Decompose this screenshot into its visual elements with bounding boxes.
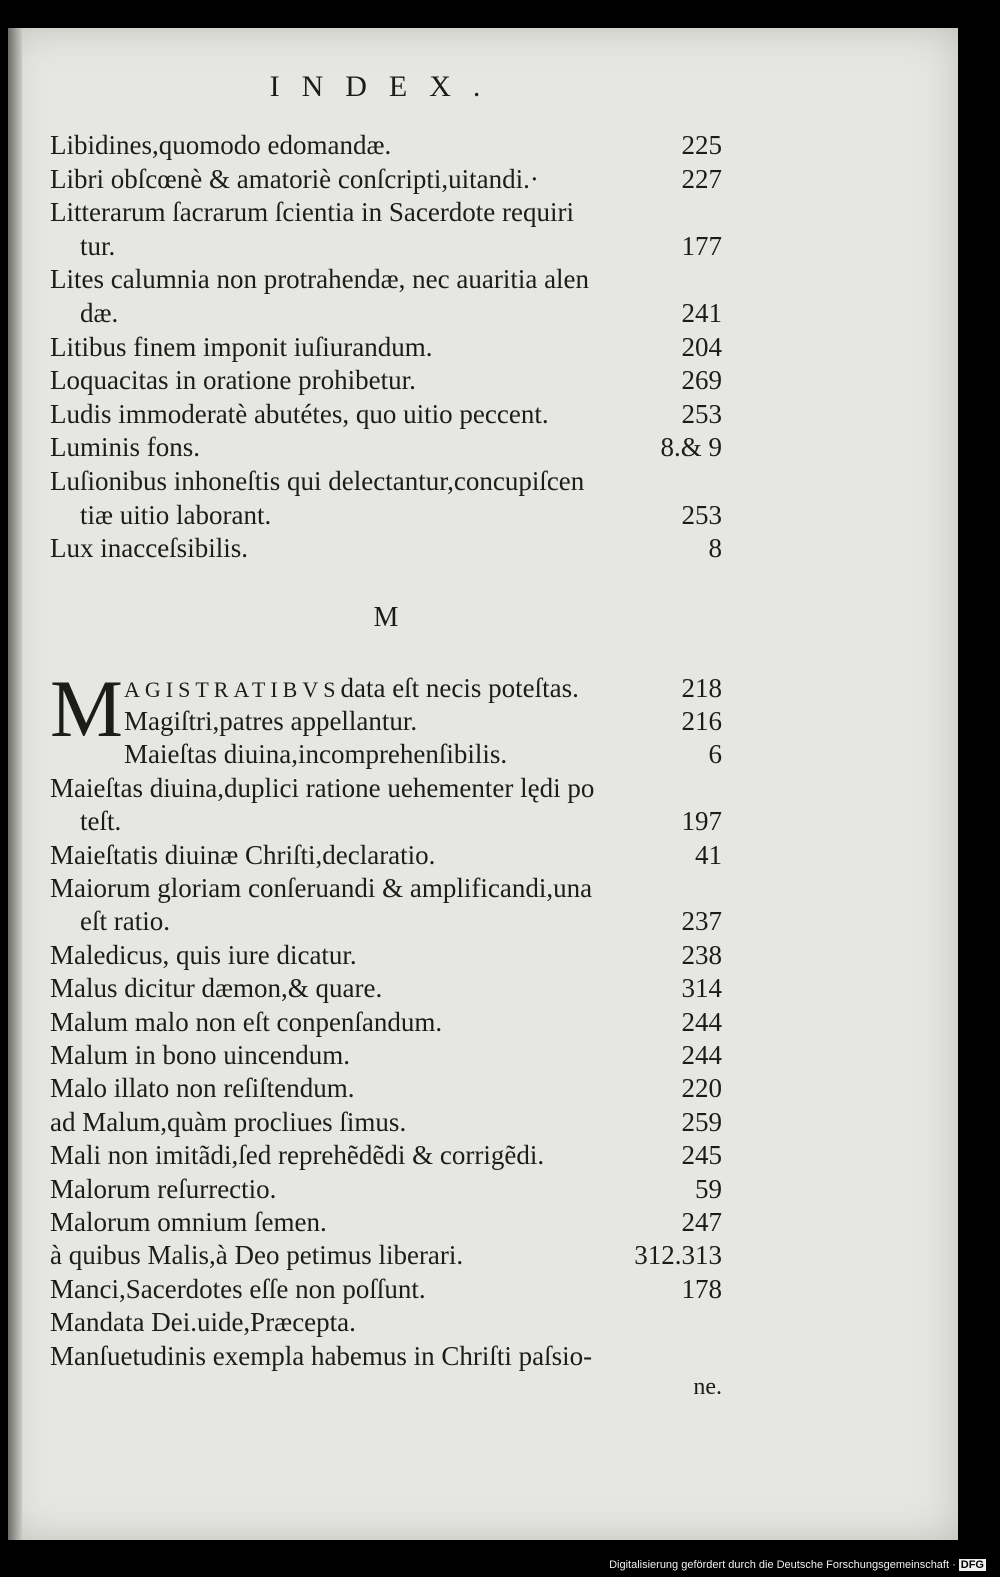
index-entry xyxy=(50,399,722,432)
index-entry xyxy=(124,706,722,739)
index-entry xyxy=(50,773,722,806)
entry-text: eſt ratio. xyxy=(80,906,170,937)
drop-cap: M xyxy=(50,663,123,754)
entry-text: Litterarum ſacrarum ſcientia in Sacerdote requiri xyxy=(50,197,575,228)
entry-text: Mandata Dei.uide,Præcepta. xyxy=(50,1307,356,1338)
entry-text: dæ. xyxy=(80,298,119,328)
running-header: INDEX. xyxy=(269,70,503,103)
entry-text: Luſionibus inhoneſtis qui delectantur,concupiſcen xyxy=(50,466,585,496)
page-ref: 225 xyxy=(681,130,722,160)
index-entry xyxy=(50,840,722,873)
page-ref: 178 xyxy=(681,1273,722,1304)
entry-text: Loquacitas in oratione prohibetur. xyxy=(50,365,416,396)
entry-text: Malus dicitur dæmon,& quare. xyxy=(50,973,383,1004)
page-ref: 41 xyxy=(695,839,722,870)
index-entry xyxy=(50,332,722,365)
page-ref: 6 xyxy=(708,739,722,770)
entry-text: Manſuetudinis exempla habemus in Chriſti paſsio- xyxy=(50,1340,593,1371)
index-entry xyxy=(50,533,722,566)
index-entry xyxy=(50,1307,722,1340)
page-ref: 216 xyxy=(681,706,722,736)
entry-text: à quibus Malis,à Deo petimus liberari. xyxy=(50,1240,464,1271)
index-entry xyxy=(50,1240,722,1273)
page-ref: 312.313 xyxy=(634,1240,722,1271)
entry-text: Malum in bono uincendum. xyxy=(50,1040,350,1070)
page-ref: 59 xyxy=(695,1173,722,1204)
page-ref: 253 xyxy=(681,398,722,429)
entry-text: Maieſtatis diuinæ Chriſti,declaratio. xyxy=(50,839,436,870)
index-entry xyxy=(50,1040,722,1073)
index-entry xyxy=(50,264,722,297)
page-ref: 197 xyxy=(681,806,722,837)
index-entry xyxy=(50,466,722,499)
page-ref: 8.& 9 xyxy=(660,432,722,463)
section-letter-m: M xyxy=(373,602,399,633)
entry-text: Ludis immoderatè abutétes, quo uitio peccent. xyxy=(50,398,549,429)
small-caps-run: AGISTRATIBVS xyxy=(124,677,341,702)
entry-text: Lites calumnia non protrahendæ, nec auaritia alen xyxy=(50,264,590,295)
entry-text: Malum malo non eſt conpenſandum. xyxy=(50,1006,443,1037)
page-ref: 177 xyxy=(681,230,722,261)
page-ref: 244 xyxy=(681,1006,722,1037)
page-ref: 237 xyxy=(681,906,722,937)
entry-text: Malorum reſurrectio. xyxy=(50,1173,277,1204)
entry-text: Litibus finem imponit iuſiurandum. xyxy=(50,331,433,362)
catchword: ne. xyxy=(693,1374,722,1400)
index-entry xyxy=(50,1107,722,1140)
index-entry xyxy=(50,1174,722,1207)
index-entry xyxy=(124,673,722,706)
index-entry xyxy=(50,130,722,163)
page-ref: 245 xyxy=(681,1140,722,1171)
page-ref: 259 xyxy=(681,1106,722,1137)
entry-text: tiæ uitio laborant. xyxy=(80,499,272,530)
entry-text: Luminis fons. xyxy=(50,432,201,463)
book-page xyxy=(8,28,958,1540)
index-entry xyxy=(50,1341,722,1374)
entry-text: Maieſtas diuina,duplici ratione uehementer lędi po xyxy=(50,772,595,803)
entry-text: Maiorum gloriam conſeruandi & amplificandi,una xyxy=(50,873,593,903)
page-ref: 8 xyxy=(708,533,722,564)
entry-text: teſt. xyxy=(80,806,122,837)
index-entry xyxy=(50,1073,722,1106)
entry-text: Malo illato non reſiſtendum. xyxy=(50,1073,355,1104)
page-ref: 220 xyxy=(681,1073,722,1104)
entry-text: tur. xyxy=(80,230,116,261)
page-ref: 218 xyxy=(681,673,722,703)
index-entry xyxy=(50,973,722,1006)
page-ref: 238 xyxy=(681,939,722,970)
index-entry xyxy=(50,1274,722,1307)
entry-text: Lux inacceſsibilis. xyxy=(50,533,248,564)
page-ref: 247 xyxy=(681,1207,722,1237)
index-entry xyxy=(50,873,722,906)
index-entry-continuation xyxy=(50,906,722,939)
index-entry xyxy=(50,164,722,197)
index-entry xyxy=(50,1207,722,1240)
page-ref: 253 xyxy=(681,499,722,530)
page-ref: 241 xyxy=(681,298,722,328)
footer-text: Digitalisierung gefördert durch die Deutsche Forschungsgemeinschaft · xyxy=(609,1559,956,1571)
page-ref: 244 xyxy=(681,1040,722,1070)
entry-text: ad Malum,quàm procliues ſimus. xyxy=(50,1106,407,1137)
entry-text: Manci,Sacerdotes eſſe non poſſunt. xyxy=(50,1273,426,1304)
entry-text: Maledicus, quis iure dicatur. xyxy=(50,939,357,970)
entry-text: Maieſtas diuina,incomprehenſibilis. xyxy=(124,739,508,770)
entry-text: Magiſtri,patres appellantur. xyxy=(124,706,418,736)
entry-text: Libidines,quomodo edomandæ. xyxy=(50,130,392,160)
page-ref: 204 xyxy=(681,331,722,362)
index-entry xyxy=(50,432,722,465)
page-ref: 227 xyxy=(681,163,722,194)
index-entry xyxy=(50,1007,722,1040)
entry-text: Mali non imitãdi,ſed reprehẽdẽdi & corrigẽdi. xyxy=(50,1140,545,1171)
digitization-footer xyxy=(0,1559,986,1571)
index-entry-continuation xyxy=(50,806,722,839)
entry-text: data eſt necis poteſtas. xyxy=(340,673,579,703)
index-entry xyxy=(50,365,722,398)
index-entry xyxy=(50,940,722,973)
index-entry-continuation xyxy=(50,231,722,264)
page-ref: 269 xyxy=(681,365,722,396)
entry-text: Malorum omnium ſemen. xyxy=(50,1207,327,1237)
index-entry xyxy=(50,1140,722,1173)
page-spine xyxy=(8,28,22,1540)
dfg-logo: DFG xyxy=(960,1559,984,1571)
index-entry-continuation xyxy=(50,298,722,331)
index-entry xyxy=(50,197,722,230)
page-ref: 314 xyxy=(681,973,722,1004)
entry-text: Libri obſcœnè & amatoriè conſcripti,uitandi.· xyxy=(50,163,539,194)
index-entry xyxy=(124,739,722,772)
index-entry-continuation xyxy=(50,500,722,533)
